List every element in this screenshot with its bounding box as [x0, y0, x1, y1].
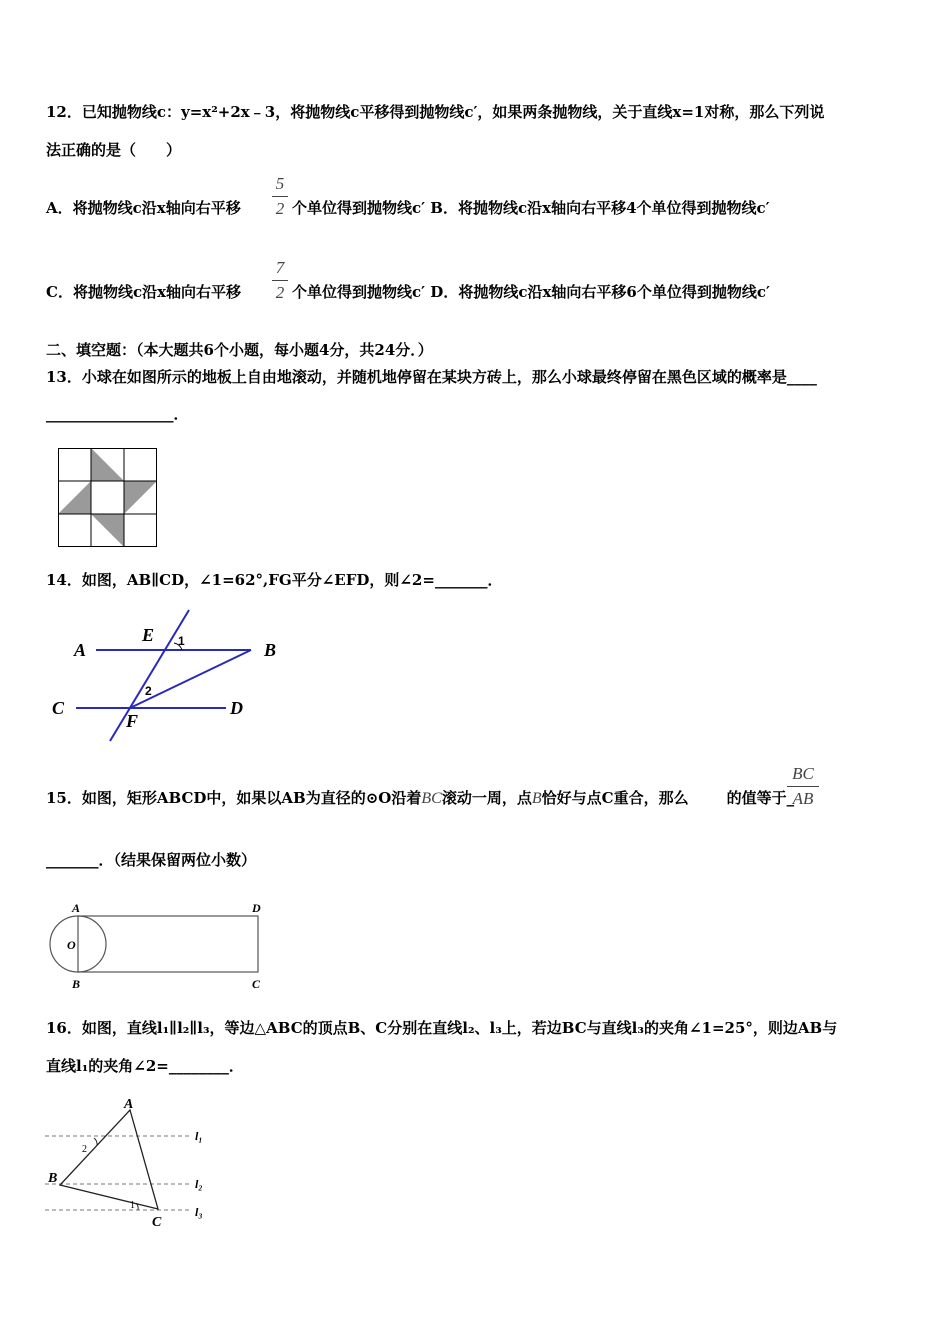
q15-fraction: [787, 764, 819, 809]
q15-line1: [46, 788, 794, 809]
label-a: A: [74, 640, 87, 660]
q15-part1: 15．如图，矩形ABCD中，如果以AB为直径的⊙O沿着: [46, 789, 422, 807]
label-e: E: [142, 625, 155, 645]
gray-triangle-left: [58, 481, 91, 514]
q15-b: B: [531, 790, 542, 807]
q16-triangle-figure: [40, 1092, 230, 1232]
label-angle-2: 2: [145, 684, 152, 698]
q12-option-a: A．将抛物线c沿x轴向右平移: [46, 199, 241, 217]
label-b: B: [48, 1171, 58, 1186]
q13-line1: 13．小球在如图所示的地板上自由地滚动，并随机地停留在某块方砖上，那么小球最终停留在黑色区域的概率是____: [46, 368, 817, 386]
angle-2-arc: [94, 1138, 97, 1145]
rectangle-abcd: [78, 916, 258, 972]
label-o: O: [67, 938, 76, 952]
label-a: A: [72, 901, 81, 915]
label-c: C: [152, 1215, 162, 1230]
label-a: A: [124, 1097, 134, 1112]
q16-line1: 16．如图，直线l₁∥l₂∥l₃，等边△ABC的顶点B、C分别在直线l₂、l₃上，若边BC与直线l₃的夹角∠1=25°，则边AB与: [46, 1019, 838, 1037]
gray-triangle-top: [91, 448, 124, 481]
q15-part4: 的值等于_: [726, 789, 795, 807]
fraction-denominator: 2: [275, 283, 285, 302]
q12-option-c: C．将抛物线c沿x轴向右平移: [46, 283, 242, 301]
fraction-bar: [272, 280, 288, 281]
fraction-bar: [272, 196, 288, 197]
label-d: D: [252, 901, 261, 915]
q12-fraction-c: [272, 258, 288, 303]
label-l2: l₂: [195, 1177, 203, 1191]
fraction-bar: [787, 786, 819, 787]
gray-triangle-bottom: [91, 514, 124, 547]
q15-part3: 恰好与点C重合，那么: [541, 789, 689, 807]
fraction-denominator: 2: [275, 199, 285, 218]
q12-fraction-a: [272, 174, 288, 219]
label-f: F: [126, 711, 139, 731]
q14-text: 14．如图，AB∥CD，∠1=62°,FG平分∠EFD，则∠2=_______．: [46, 571, 503, 589]
q15-rectangle-circle-figure: [46, 898, 276, 993]
label-d: D: [230, 698, 243, 718]
fraction-numerator: 7: [275, 258, 285, 277]
q13-line2: _________________．: [46, 405, 189, 423]
fraction-numerator: BC: [792, 764, 814, 783]
label-l3: l₃: [195, 1205, 203, 1219]
label-c: C: [52, 698, 65, 718]
fraction-numerator: 5: [275, 174, 285, 193]
triangle-abc: [60, 1110, 158, 1209]
q16-line2: 直线l₁的夹角∠2=________．: [46, 1057, 244, 1075]
q12-line2: 法正确的是（ ）: [46, 141, 182, 159]
q15-line2: _______．（结果保留两位小数）: [46, 851, 257, 869]
q12-line1: 12．已知抛物线c：y=x²+2x﹣3，将抛物线c平移得到抛物线c′，如果两条抛物线，关于直线x=1对称，那么下列说: [46, 103, 825, 121]
q12-option-c-tail: 个单位得到抛物线c′ D．将抛物线c沿x轴向右平移6个单位得到抛物线c′: [292, 283, 770, 301]
label-l1: l₁: [195, 1129, 203, 1143]
q12-option-a-tail: 个单位得到抛物线c′ B．将抛物线c沿x轴向右平移4个单位得到抛物线c′: [292, 199, 770, 217]
section-heading: 二、填空题：（本大题共6个小题，每小题4分，共24分．）: [46, 341, 433, 359]
label-b: B: [72, 977, 81, 991]
gray-triangle-right: [124, 481, 157, 514]
q15-part2: 滚动一周，点: [441, 789, 532, 807]
label-angle-1: 1: [130, 1200, 135, 1211]
label-angle-1: 1: [178, 634, 185, 648]
label-c: C: [252, 977, 261, 991]
q13-tile-figure: [58, 448, 158, 548]
fraction-denominator: AB: [792, 789, 814, 808]
q14-parallel-lines-figure: [46, 605, 296, 745]
label-angle-2: 2: [82, 1144, 87, 1155]
tile-grid: [58, 448, 157, 547]
label-b: B: [264, 640, 277, 660]
q15-bc: BC: [421, 790, 442, 807]
